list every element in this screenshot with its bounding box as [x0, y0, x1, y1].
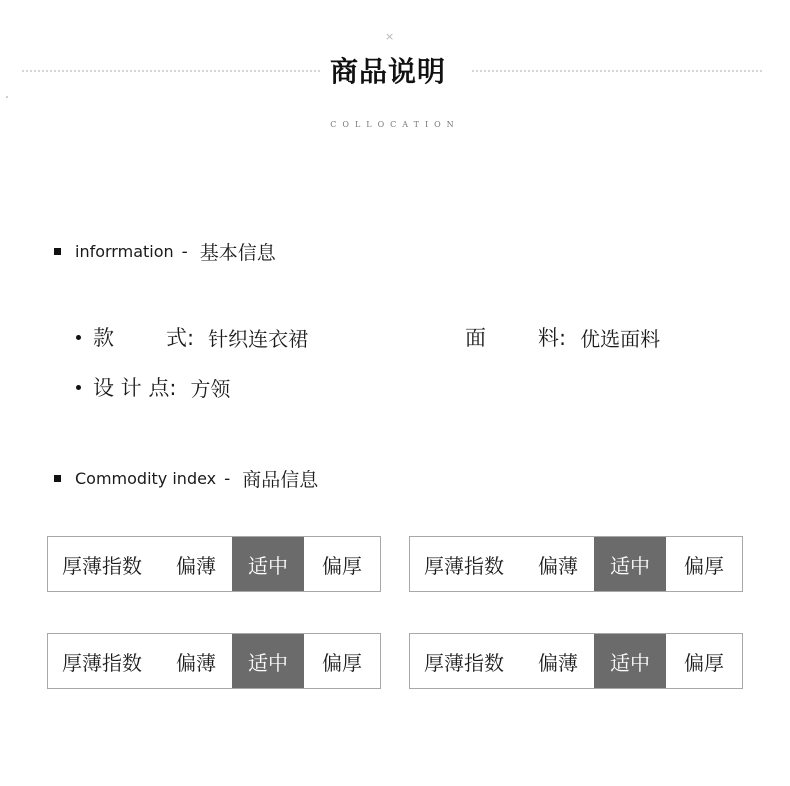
divider-left [22, 70, 320, 72]
attr-style-value: 针织连衣裙 [208, 326, 309, 351]
divider-right [472, 70, 762, 72]
option-thin[interactable]: 偏薄 [538, 650, 578, 675]
option-medium-selected[interactable]: 适中 [232, 634, 304, 688]
info-heading-cn: 基本信息 [199, 242, 276, 264]
index-section-heading [54, 465, 318, 492]
page-title: 商品说明 [330, 55, 447, 88]
attr-fabric [465, 322, 660, 352]
option-thin[interactable]: 偏薄 [176, 553, 216, 578]
index-name: 厚薄指数 [424, 553, 504, 578]
index-heading-separator: - [224, 468, 231, 489]
index-heading-cn: 商品信息 [242, 469, 319, 491]
close-icon[interactable]: × [385, 30, 395, 43]
dot-bullet-icon [76, 335, 81, 340]
index-name: 厚薄指数 [62, 650, 142, 675]
info-heading-en: inforrmation [75, 242, 174, 261]
attr-design [76, 372, 230, 402]
info-heading-separator: - [181, 241, 188, 262]
square-bullet-icon [54, 475, 61, 482]
decorative-dot [6, 96, 8, 98]
option-thick[interactable]: 偏厚 [684, 650, 724, 675]
info-section-heading [54, 238, 276, 265]
option-thick[interactable]: 偏厚 [684, 553, 724, 578]
option-thick[interactable]: 偏厚 [322, 553, 362, 578]
page-subtitle: COLLOCATION [330, 120, 460, 129]
dot-bullet-icon [76, 385, 81, 390]
option-thin[interactable]: 偏薄 [176, 650, 216, 675]
attr-fabric-label-b: 料: [538, 326, 567, 350]
index-heading-en: Commodity index [75, 469, 217, 488]
thickness-index-table [409, 633, 743, 689]
attr-style-label-b: 式: [166, 326, 195, 350]
attr-fabric-value: 优选面料 [580, 326, 661, 351]
thickness-index-table [47, 536, 381, 592]
square-bullet-icon [54, 248, 61, 255]
attr-style-label-a: 款 [93, 326, 114, 350]
attr-fabric-label-a: 面 [465, 326, 486, 350]
index-name: 厚薄指数 [62, 553, 142, 578]
option-medium-selected[interactable]: 适中 [232, 537, 304, 591]
attr-design-value: 方领 [190, 376, 231, 401]
thickness-index-table [47, 633, 381, 689]
option-medium-selected[interactable]: 适中 [594, 634, 666, 688]
option-thin[interactable]: 偏薄 [538, 553, 578, 578]
index-name: 厚薄指数 [424, 650, 504, 675]
attr-style [76, 322, 308, 352]
attr-design-label: 设 计 点: [93, 376, 177, 400]
option-medium-selected[interactable]: 适中 [594, 537, 666, 591]
option-thick[interactable]: 偏厚 [322, 650, 362, 675]
thickness-index-table [409, 536, 743, 592]
